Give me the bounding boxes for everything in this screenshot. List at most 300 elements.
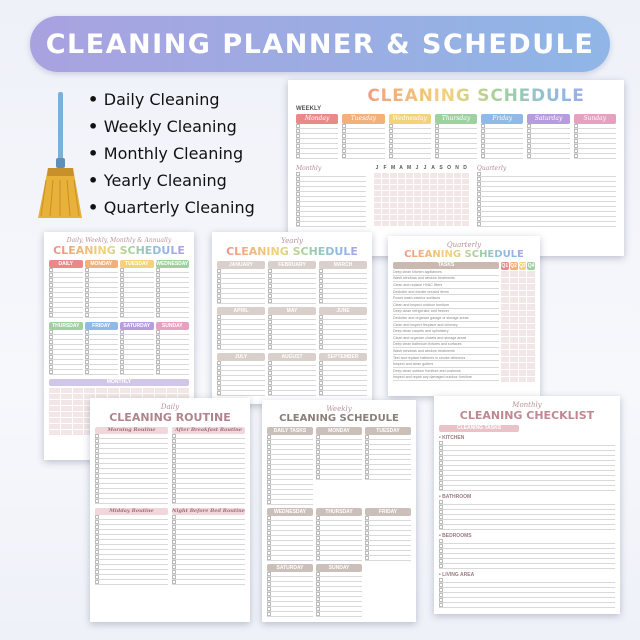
checkbox-icon xyxy=(49,293,53,297)
quarter-cell xyxy=(519,304,527,310)
month-cell xyxy=(374,191,381,196)
checkbox-icon xyxy=(85,360,89,364)
month-letter: J xyxy=(375,165,379,171)
task-label: Test and replace batteries in smoke detectors xyxy=(393,355,466,360)
task-row xyxy=(393,375,499,382)
month-cell xyxy=(454,179,461,184)
checklist-line xyxy=(172,499,245,504)
weekday-heading: Saturday xyxy=(527,114,569,124)
quarter-cell xyxy=(527,370,535,376)
weekday-heading: Wednesday xyxy=(389,114,431,124)
quarter-cell xyxy=(519,337,527,343)
checkbox-icon xyxy=(85,308,89,312)
month-cell xyxy=(398,209,405,214)
checkbox-icon xyxy=(217,315,221,319)
routine-heading: Night Before Bed Routine xyxy=(172,508,245,514)
quarter-cell xyxy=(501,278,509,284)
checkbox-icon xyxy=(296,207,300,211)
checklist-line xyxy=(49,313,83,318)
quarter-cell xyxy=(510,337,518,343)
weekday-column xyxy=(342,114,384,159)
quarter-cell xyxy=(501,357,509,363)
quarter-cell xyxy=(519,344,527,350)
schedule-column xyxy=(120,322,154,375)
feature-item: • Monthly Cleaning xyxy=(88,140,255,167)
month-cell xyxy=(178,388,189,393)
checkbox-icon xyxy=(95,434,99,438)
task-label: Deep clean kitchen appliances xyxy=(393,269,442,274)
month-cell xyxy=(390,173,397,178)
checkbox-icon xyxy=(95,479,99,483)
checkbox-icon xyxy=(95,575,99,579)
schedule-column xyxy=(267,508,313,561)
month-cell xyxy=(374,173,381,178)
month-cell xyxy=(438,173,445,178)
month-cell xyxy=(398,203,405,208)
routine-section xyxy=(95,427,168,504)
checkbox-icon xyxy=(296,144,300,148)
checkbox-icon xyxy=(319,274,323,278)
checkbox-icon xyxy=(95,525,99,529)
quarter-cell xyxy=(519,330,527,336)
checkbox-icon xyxy=(85,335,89,339)
checklist-line xyxy=(481,154,523,159)
checklist-line xyxy=(319,345,367,350)
checkbox-icon xyxy=(172,459,176,463)
sheet-subtitle: Daily xyxy=(160,403,180,411)
task-label: Deep clean bathroom fixtures and surfaces xyxy=(393,342,462,347)
month-cell xyxy=(374,179,381,184)
checkbox-icon xyxy=(268,299,272,303)
checkbox-icon xyxy=(527,124,531,128)
checkbox-icon xyxy=(268,381,272,385)
checkbox-icon xyxy=(481,154,485,158)
checkbox-icon xyxy=(49,283,53,287)
checkbox-icon xyxy=(268,320,272,324)
month-cell xyxy=(446,197,453,202)
checkbox-icon xyxy=(319,320,323,324)
quarter-cell xyxy=(501,370,509,376)
month-cell xyxy=(454,191,461,196)
checkbox-icon xyxy=(268,284,272,288)
checkbox-icon xyxy=(217,386,221,390)
month-cell xyxy=(382,173,389,178)
sheet-quarterly-schedule xyxy=(388,236,540,396)
monthly-label: Monthly xyxy=(296,165,322,172)
month-cell xyxy=(406,215,413,220)
checkbox-icon xyxy=(316,546,320,550)
checkbox-icon xyxy=(574,124,578,128)
checkbox-icon xyxy=(439,451,443,455)
checkbox-icon xyxy=(574,129,578,133)
sheet-heading: CLEANING CHECKLIST xyxy=(459,409,595,422)
month-cell xyxy=(390,185,397,190)
quarter-cell xyxy=(519,317,527,323)
checkbox-icon xyxy=(120,268,124,272)
task-label: Deep clean carpets and upholstery xyxy=(393,329,449,334)
task-row xyxy=(393,328,499,335)
quarter-cell xyxy=(527,284,535,290)
checkbox-icon xyxy=(172,449,176,453)
checkbox-icon xyxy=(319,371,323,375)
checkbox-icon xyxy=(477,207,481,211)
checkbox-icon xyxy=(439,593,443,597)
quarter-cell xyxy=(501,317,509,323)
quarter-cell xyxy=(527,311,535,317)
month-cell xyxy=(374,197,381,202)
month-cell xyxy=(430,185,437,190)
checkbox-icon xyxy=(439,500,443,504)
task-label: Deep clean outdoor furniture and cushions xyxy=(393,368,461,373)
checkbox-icon xyxy=(172,570,176,574)
column-heading: TUESDAY xyxy=(365,427,411,435)
quarter-cell xyxy=(527,377,535,383)
checkbox-icon xyxy=(120,360,124,364)
task-row xyxy=(393,322,499,329)
checkbox-icon xyxy=(120,308,124,312)
checkbox-icon xyxy=(49,340,53,344)
checkbox-icon xyxy=(267,582,271,586)
quarter-column xyxy=(519,262,527,382)
area-heading: • BEDROOMS xyxy=(439,533,472,539)
month-cell xyxy=(446,185,453,190)
month-cell xyxy=(414,221,421,226)
schedule-column xyxy=(316,427,362,505)
month-letter: F xyxy=(383,165,387,171)
month-cell xyxy=(454,197,461,202)
checkbox-icon xyxy=(172,489,176,493)
checkbox-icon xyxy=(95,484,99,488)
month-cell xyxy=(462,173,469,178)
checkbox-icon xyxy=(49,313,53,317)
checkbox-icon xyxy=(439,588,443,592)
task-row xyxy=(393,348,499,355)
checkbox-icon xyxy=(120,330,124,334)
checkbox-icon xyxy=(439,476,443,480)
task-row xyxy=(393,295,499,302)
quarter-cell xyxy=(510,317,518,323)
checkbox-icon xyxy=(267,612,271,616)
task-row xyxy=(393,355,499,362)
checkbox-icon xyxy=(316,597,320,601)
checkbox-icon xyxy=(120,350,124,354)
month-cell xyxy=(390,197,397,202)
task-row xyxy=(393,315,499,322)
checkbox-icon xyxy=(267,475,271,479)
checkbox-icon xyxy=(316,612,320,616)
month-letter: J xyxy=(415,165,419,171)
checklist-line xyxy=(49,370,83,375)
checkbox-icon xyxy=(296,187,300,191)
quarter-cell xyxy=(501,304,509,310)
checkbox-icon xyxy=(95,560,99,564)
checkbox-icon xyxy=(156,345,160,349)
checkbox-icon xyxy=(217,361,221,365)
column-heading: SEPTEMBER xyxy=(319,353,367,361)
month-cell xyxy=(61,412,72,417)
checkbox-icon xyxy=(439,544,443,548)
checkbox-icon xyxy=(527,154,531,158)
checkbox-icon xyxy=(527,144,531,148)
month-cell xyxy=(454,185,461,190)
checklist-line xyxy=(439,564,615,569)
month-cell xyxy=(462,179,469,184)
checkbox-icon xyxy=(95,469,99,473)
month-cell xyxy=(430,221,437,226)
month-cell xyxy=(382,209,389,214)
checkbox-icon xyxy=(267,485,271,489)
task-row xyxy=(393,342,499,349)
checkbox-icon xyxy=(267,521,271,525)
checkbox-icon xyxy=(49,365,53,369)
month-cell xyxy=(61,400,72,405)
weekday-column xyxy=(527,114,569,159)
column-heading: DAILY xyxy=(49,260,83,268)
checkbox-icon xyxy=(120,288,124,292)
schedule-column xyxy=(120,260,154,318)
checkbox-icon xyxy=(172,545,176,549)
checkbox-icon xyxy=(527,134,531,138)
tasks-label: TASKS xyxy=(393,262,499,269)
month-cell xyxy=(446,215,453,220)
checkbox-icon xyxy=(439,515,443,519)
month-cell xyxy=(462,203,469,208)
checkbox-icon xyxy=(389,134,393,138)
month-cell xyxy=(390,191,397,196)
checkbox-icon xyxy=(316,572,320,576)
checkbox-icon xyxy=(268,335,272,339)
quarter-cell xyxy=(527,291,535,297)
checkbox-icon xyxy=(95,459,99,463)
schedule-column xyxy=(365,427,411,505)
checkbox-icon xyxy=(217,345,221,349)
month-cell xyxy=(49,430,60,435)
quarter-cell xyxy=(527,324,535,330)
quarter-cell xyxy=(501,284,509,290)
month-cell xyxy=(446,179,453,184)
checkbox-icon xyxy=(316,460,320,464)
schedule-column xyxy=(156,260,190,318)
month-cell xyxy=(406,191,413,196)
checkbox-icon xyxy=(172,499,176,503)
month-cell xyxy=(390,203,397,208)
checkbox-icon xyxy=(172,520,176,524)
checkbox-icon xyxy=(365,541,369,545)
month-cell xyxy=(438,191,445,196)
task-row xyxy=(393,276,499,283)
checkbox-icon xyxy=(217,294,221,298)
quarter-cell xyxy=(501,337,509,343)
checklist-line xyxy=(217,391,265,396)
checkbox-icon xyxy=(316,556,320,560)
month-cell xyxy=(374,203,381,208)
checkbox-icon xyxy=(172,484,176,488)
checkbox-icon xyxy=(95,515,99,519)
checkbox-icon xyxy=(296,129,300,133)
month-cell xyxy=(438,215,445,220)
checkbox-icon xyxy=(49,268,53,272)
checkbox-icon xyxy=(439,486,443,490)
checkbox-icon xyxy=(95,489,99,493)
checkbox-icon xyxy=(156,313,160,317)
column-heading: MONDAY xyxy=(316,427,362,435)
checkbox-icon xyxy=(156,370,160,374)
checklist-line xyxy=(172,580,245,585)
checkbox-icon xyxy=(95,580,99,584)
checkbox-icon xyxy=(156,273,160,277)
month-cell xyxy=(61,406,72,411)
routine-section xyxy=(172,427,245,504)
checkbox-icon xyxy=(172,469,176,473)
checkbox-icon xyxy=(172,540,176,544)
checkbox-icon xyxy=(217,320,221,324)
quarter-cell xyxy=(510,330,518,336)
month-cell xyxy=(382,197,389,202)
sheet-heading: CLEANING SCHEDULE xyxy=(336,86,616,106)
checklist-line xyxy=(267,556,313,561)
month-cell xyxy=(398,185,405,190)
checkbox-icon xyxy=(389,139,393,143)
checkbox-icon xyxy=(365,470,369,474)
month-cell xyxy=(422,185,429,190)
checkbox-icon xyxy=(268,345,272,349)
checklist-line xyxy=(435,154,477,159)
checkbox-icon xyxy=(268,391,272,395)
checkbox-icon xyxy=(365,460,369,464)
checklist-line xyxy=(439,525,615,530)
month-cell xyxy=(414,215,421,220)
checkbox-icon xyxy=(574,134,578,138)
quarter-cell xyxy=(527,344,535,350)
feature-item: • Daily Cleaning xyxy=(88,86,255,113)
checkbox-icon xyxy=(316,465,320,469)
checkbox-icon xyxy=(439,549,443,553)
sheet-subtitle: Daily, Weekly, Monthly & Annually xyxy=(66,237,172,244)
checkbox-icon xyxy=(296,182,300,186)
column-heading: JULY xyxy=(217,353,265,361)
month-cell xyxy=(406,173,413,178)
month-cell xyxy=(73,424,84,429)
month-cell xyxy=(462,197,469,202)
weekday-column xyxy=(296,114,338,159)
quarter-cell xyxy=(527,297,535,303)
month-cell xyxy=(462,185,469,190)
quarter-cell xyxy=(527,330,535,336)
checkbox-icon xyxy=(217,371,221,375)
checkbox-icon xyxy=(365,475,369,479)
month-cell xyxy=(406,185,413,190)
checkbox-icon xyxy=(217,340,221,344)
checkbox-icon xyxy=(156,298,160,302)
checkbox-icon xyxy=(316,435,320,439)
checkbox-icon xyxy=(316,607,320,611)
column-heading: FRIDAY xyxy=(365,508,411,516)
checklist-line xyxy=(156,370,190,375)
sheet-daily-routine xyxy=(90,398,250,622)
column-heading: MARCH xyxy=(319,261,367,269)
checkbox-icon xyxy=(95,444,99,448)
checkbox-icon xyxy=(319,345,323,349)
checkbox-icon xyxy=(172,474,176,478)
weekday-columns xyxy=(296,114,616,159)
checkbox-icon xyxy=(172,565,176,569)
weekday-heading: Thursday xyxy=(435,114,477,124)
checkbox-icon xyxy=(267,597,271,601)
checkbox-icon xyxy=(172,494,176,498)
checkbox-icon xyxy=(120,303,124,307)
checkbox-icon xyxy=(342,144,346,148)
checkbox-icon xyxy=(85,355,89,359)
checkbox-icon xyxy=(95,454,99,458)
checkbox-icon xyxy=(365,435,369,439)
checkbox-icon xyxy=(172,454,176,458)
checkbox-icon xyxy=(267,455,271,459)
checkbox-icon xyxy=(319,269,323,273)
column-heading: AUGUST xyxy=(268,353,316,361)
schedule-column xyxy=(49,322,83,375)
checklist-line xyxy=(156,313,190,318)
checkbox-icon xyxy=(49,330,53,334)
checklist-line xyxy=(389,154,431,159)
checkbox-icon xyxy=(439,603,443,607)
checkbox-icon xyxy=(268,269,272,273)
checkbox-icon xyxy=(268,289,272,293)
checkbox-icon xyxy=(477,192,481,196)
checkbox-icon xyxy=(316,526,320,530)
checkbox-icon xyxy=(217,381,221,385)
task-label: Declutter and donate unused items xyxy=(393,289,449,294)
month-cell xyxy=(462,221,469,226)
checkbox-icon xyxy=(267,577,271,581)
schedule-column xyxy=(217,261,265,304)
schedule-column xyxy=(217,307,265,350)
area-heading: • LIVING AREA xyxy=(439,572,475,578)
task-row xyxy=(393,368,499,375)
routine-heading: Midday Routine xyxy=(95,508,168,515)
checklist-line xyxy=(268,345,316,350)
month-cell xyxy=(398,191,405,196)
task-row xyxy=(393,309,499,316)
checkbox-icon xyxy=(365,551,369,555)
month-cell xyxy=(422,221,429,226)
checkbox-icon xyxy=(435,154,439,158)
checkbox-icon xyxy=(267,480,271,484)
checkbox-icon xyxy=(267,602,271,606)
quarter-cell xyxy=(501,324,509,330)
checkbox-icon xyxy=(85,340,89,344)
column-heading: WEDNESDAY xyxy=(156,261,189,267)
month-cell xyxy=(414,191,421,196)
checkbox-icon xyxy=(342,134,346,138)
checkbox-icon xyxy=(319,335,323,339)
checkbox-icon xyxy=(85,313,89,317)
month-cell xyxy=(120,388,131,393)
month-cell xyxy=(61,430,72,435)
checkbox-icon xyxy=(85,345,89,349)
checkbox-icon xyxy=(296,172,300,176)
column-heading: SUNDAY xyxy=(316,564,362,572)
schedule-column xyxy=(267,564,313,617)
checkbox-icon xyxy=(85,365,89,369)
checkbox-icon xyxy=(85,293,89,297)
checkbox-icon xyxy=(120,370,124,374)
checkbox-icon xyxy=(435,134,439,138)
checkbox-icon xyxy=(268,371,272,375)
quarter-cell xyxy=(519,278,527,284)
quarter-cell xyxy=(501,311,509,317)
checkbox-icon xyxy=(527,139,531,143)
area-heading: • KITCHEN xyxy=(439,435,465,441)
